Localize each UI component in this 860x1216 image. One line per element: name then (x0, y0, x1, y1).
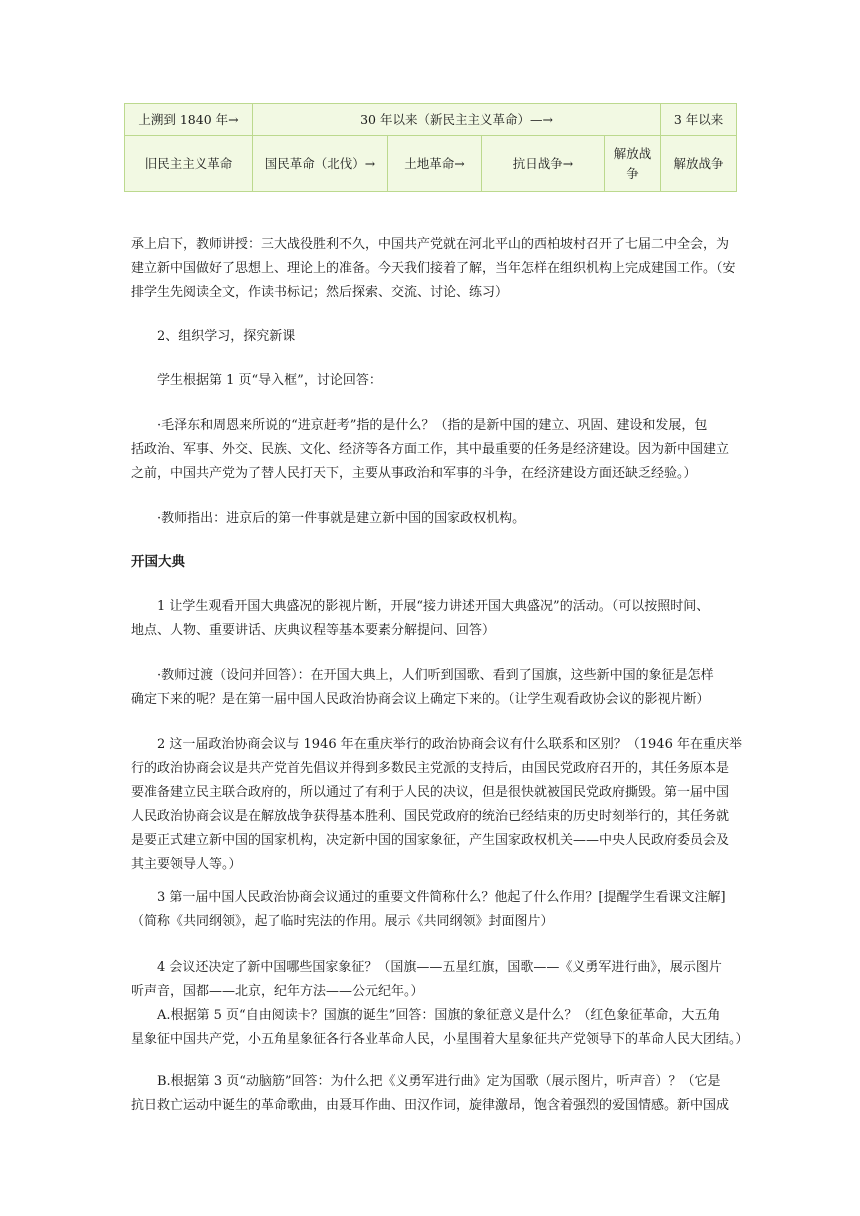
text-line: 要准备建立民主联合政府的，所以通过了有利于人民的决议，但是很快就被国民党政府撕毁。第一届中国 (131, 785, 730, 800)
text-line: （简称《共同纲领》，起了临时宪法的作用。展示《共同纲领》封面图片） (131, 914, 554, 929)
table-cell: 3 年以来 (661, 104, 737, 136)
cell-line: 争 (626, 165, 639, 181)
table-cell: 土地革命→ (388, 136, 482, 192)
text-line: 之前，中国共产党为了替人民打天下，主要从事政治和军事的斗争，在经济建设方面还缺乏经验。） (131, 466, 697, 481)
text-line: A.根据第 5 页“自由阅读卡？国旗的诞生”回答：国旗的象征意义是什么？（红色象征革命，大五角 (157, 1008, 721, 1023)
text-line: 排学生先阅读全文，作读书标记；然后探索、交流、讨论、练习） (131, 285, 509, 300)
paragraph (131, 1070, 733, 1118)
table-cell: 解放战争 (661, 136, 737, 192)
text-line: ·教师过渡（设问并回答）：在开国大典上，人们听到国歌、看到了国旗，这些新中国的象征是怎样 (157, 668, 714, 683)
text-line: 抗日救亡运动中诞生的革命歌曲，由聂耳作曲、田汉作词，旋律激昂，饱含着强烈的爱国情感。新中国成 (131, 1098, 730, 1113)
text-line: 2、组织学习，探究新课 (157, 329, 296, 344)
text-line: 2 这一届政治协商会议与 1946 年在重庆举行的政治协商会议有什么联系和区别？（1946 年在重庆举 (157, 737, 742, 752)
table-cell: 上溯到 1840 年→ (125, 104, 253, 136)
paragraph (131, 664, 733, 712)
paragraph (157, 369, 759, 393)
paragraph (131, 956, 749, 1052)
text-line: ·毛泽东和周恩来所说的“进京赶考”指的是什么？（指的是新中国的建立、巩固、建设和发展，包 (157, 418, 708, 433)
paragraph (131, 886, 733, 934)
table-row (125, 104, 737, 136)
table-row (125, 136, 737, 192)
table-cell: 30 年以来（新民主主义革命）—→ (253, 104, 661, 136)
cell-line: 解放战 (613, 145, 652, 161)
text-line: 确定下来的呢？是在第一届中国人民政治协商会议上确定下来的。（让学生观看政协会议的影视片断） (131, 692, 710, 707)
text-line: ·教师指出：进京后的第一件事就是建立新中国的国家政权机构。 (157, 511, 526, 526)
text-line: 3 第一届中国人民政治协商会议通过的重要文件简称什么？他起了什么作用？[提醒学生看课文注解] (157, 890, 726, 905)
section-heading: 开国大典 (131, 554, 185, 570)
text-line: 括政治、军事、外交、民族、文化、经济等各方面工作，其中最重要的任务是经济建设。因为新中国建立 (131, 442, 730, 457)
table-cell: 旧民主主义革命 (125, 136, 253, 192)
table-cell: 国民革命（北伐）→ (253, 136, 388, 192)
paragraph (157, 325, 759, 349)
text-line: 1 让学生观看开国大典盛况的影视片断，开展“接力讲述开国大典盛况”的活动。（可以按照时间、 (157, 599, 710, 614)
text-line: 4 会议还决定了新中国哪些国家象征？（国旗——五星红旗，国歌——《义勇军进行曲》，展示图片 (157, 960, 722, 975)
text-line: 星象征中国共产党，小五角星象征各行各业革命人民，小星围着大星象征共产党领导下的革命人民大团结。） (131, 1032, 749, 1047)
text-line: B.根据第 3 页“动脑筋”回答：为什么把《义勇军进行曲》定为国歌（展示图片，听声音）？（它是 (157, 1074, 721, 1089)
text-line: 行的政治协商会议是共产党首先倡议并得到多数民主党派的支持后，由国民党政府召开的，其任务原本是 (131, 761, 730, 776)
paragraph (131, 414, 733, 486)
text-line: 是要正式建立新中国的国家机构，决定新中国的国家象征，产生国家政权机关——中央人民政府委员会及 (131, 833, 730, 848)
revolution-timeline-table (124, 103, 737, 192)
text-line: 听声音，国都——北京，纪年方法——公元纪年。） (131, 984, 424, 999)
table-cell: 抗日战争→ (482, 136, 605, 192)
paragraph (157, 507, 759, 531)
text-line: 承上启下，教师讲授：三大战役胜利不久，中国共产党就在河北平山的西柏坡村召开了七届二中全会，为 (131, 237, 730, 252)
text-line: 建立新中国做好了思想上、理论上的准备。今天我们接着了解，当年怎样在组织机构上完成建国工作。（安 (131, 261, 736, 276)
paragraph (131, 595, 733, 643)
text-line: 人民政治协商会议是在解放战争获得基本胜利、国民党政府的统治已经结束的历史时刻举行的，其任务就 (131, 809, 730, 824)
paragraph (131, 733, 742, 877)
paragraph (131, 233, 736, 305)
text-line: 其主要领导人等。） (131, 857, 242, 872)
text-line: 学生根据第 1 页“导入框”，讨论回答： (157, 373, 382, 388)
table-cell (605, 136, 661, 192)
text-line: 地点、人物、重要讲话、庆典议程等基本要素分解提问、回答） (131, 623, 496, 638)
